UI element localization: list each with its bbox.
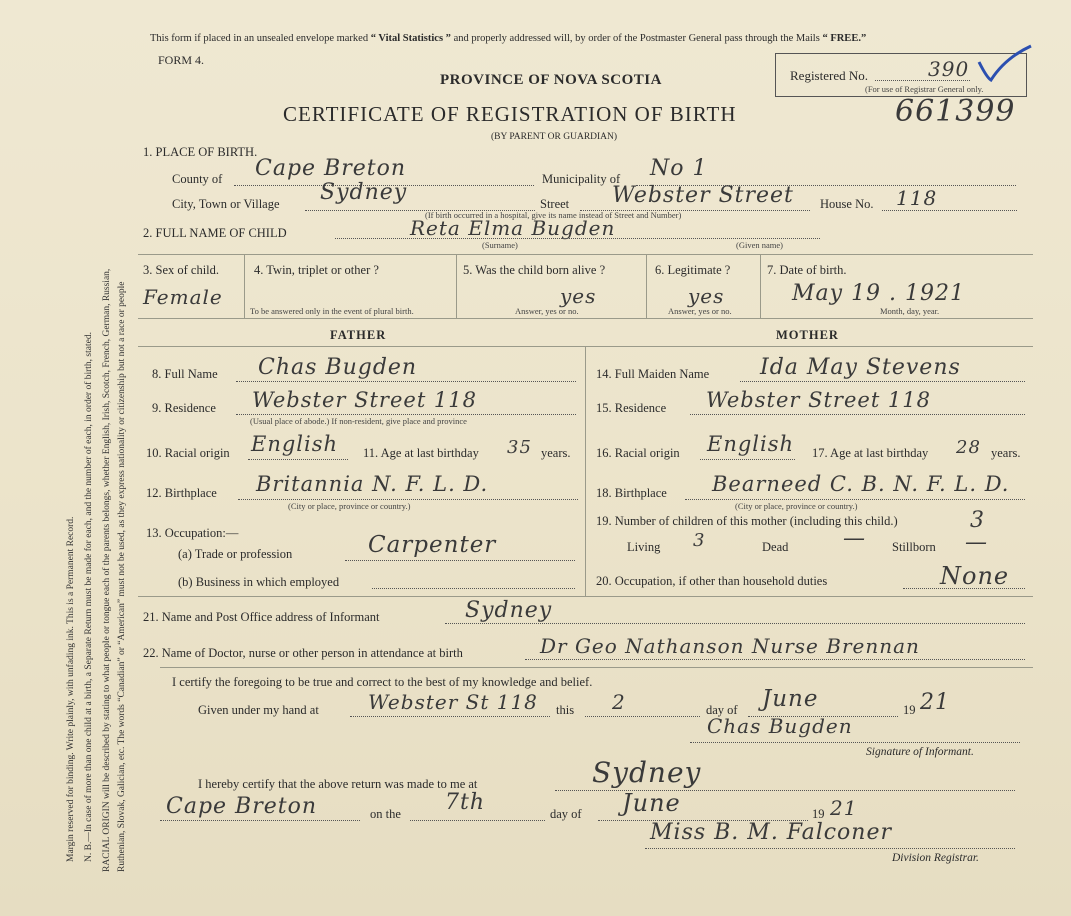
given-day-value: 2: [612, 690, 626, 714]
living-label: Living: [627, 540, 661, 554]
mother-birthplace-note: (City or place, province or country.): [735, 501, 858, 511]
mother-age-unit: years.: [991, 446, 1021, 460]
doctor-value: Dr Geo Nathanson Nurse Brennan: [540, 634, 920, 658]
margin-note-plural-birth: N. B.—In case of more than one child at a birth, a Separate Return must be made for each, and the number of each, in order of birth, stated.: [84, 332, 94, 862]
page-title: CERTIFICATE OF REGISTRATION OF BIRTH: [283, 102, 737, 126]
legitimate-label: 6. Legitimate ?: [655, 263, 731, 277]
house-label: House No.: [820, 197, 874, 211]
mother-children-value: 3: [970, 508, 985, 533]
given-day-of-label: day of: [706, 703, 738, 717]
doctor-label: 22. Name of Doctor, nurse or other person in attendance at birth: [143, 646, 463, 660]
dead-label: Dead: [762, 540, 789, 554]
legitimate-value: yes: [688, 284, 725, 308]
registrar-day-value: 7th: [445, 790, 486, 815]
birth-date-note: Month, day, year.: [880, 306, 940, 316]
mother-residence-label: 15. Residence: [596, 401, 667, 415]
form-number: FORM 4.: [158, 53, 205, 67]
birth-date-value: May 19 . 1921: [792, 281, 966, 306]
dead-value: —: [843, 526, 866, 551]
mother-residence-value: Webster Street 118: [706, 388, 932, 412]
father-heading: FATHER: [330, 328, 387, 342]
father-trade-label: (a) Trade or profession: [178, 547, 293, 561]
this-label: this: [556, 703, 575, 717]
registrar-general-note: (For use of Registrar General only.: [865, 84, 984, 94]
alive-label: 5. Was the child born alive ?: [463, 263, 606, 277]
registrar-day-of-label: day of: [550, 807, 582, 821]
hospital-note: (If birth occurred in a hospital, give its name instead of Street and Number): [425, 210, 682, 220]
mother-racial-value: English: [707, 432, 795, 456]
father-name-value: Chas Bugden: [258, 355, 418, 380]
registered-no-value: 390: [928, 57, 970, 81]
stillborn-value: —: [965, 530, 988, 555]
city-label: City, Town or Village: [172, 197, 280, 211]
informant-signature: Chas Bugden: [707, 714, 853, 738]
municipality-value: No 1: [650, 156, 708, 181]
mother-name-value: Ida May Stevens: [760, 355, 961, 380]
child-name-label: 2. FULL NAME OF CHILD: [143, 226, 287, 240]
given-month-value: June: [762, 686, 819, 712]
margin-note-binding: Margin reserved for binding. Write plainly, with unfading ink. This is a Permanent Record.: [66, 516, 76, 862]
father-age-label: 11. Age at last birthday: [363, 446, 479, 460]
mother-racial-label: 16. Racial origin: [596, 446, 680, 460]
surname-note: (Surname): [482, 240, 518, 250]
informant-signature-label: Signature of Informant.: [866, 746, 974, 758]
registrar-signature-label: Division Registrar.: [892, 852, 979, 864]
mother-occupation-value: None: [940, 562, 1010, 590]
alive-note: Answer, yes or no.: [515, 306, 579, 316]
certify-text: I certify the foregoing to be true and correct to the best of my knowledge and belief.: [172, 675, 593, 689]
given-year-prefix: 19: [903, 703, 916, 717]
informant-label: 21. Name and Post Office address of Informant: [143, 610, 380, 624]
place-of-birth-heading: 1. PLACE OF BIRTH.: [143, 145, 258, 159]
registrar-month-value: June: [622, 789, 681, 817]
twin-note: To be answered only in the event of plural birth.: [250, 306, 414, 316]
mother-birthplace-label: 18. Birthplace: [596, 486, 667, 500]
registrar-year-value: 21: [830, 796, 858, 820]
father-trade-value: Carpenter: [368, 532, 497, 558]
stillborn-label: Stillborn: [892, 540, 936, 554]
father-birthplace-value: Britannia N. F. L. D.: [256, 472, 489, 496]
registrar-year-prefix: 19: [812, 807, 825, 821]
certificate-number: 661399: [895, 94, 1016, 129]
father-name-label: 8. Full Name: [152, 367, 218, 381]
checkmark-icon: [975, 44, 1035, 89]
mail-notice-mid: and properly addressed will, by order of the Postmaster General pass through the Mails: [453, 33, 820, 44]
mother-name-label: 14. Full Maiden Name: [596, 367, 710, 381]
father-age-unit: years.: [541, 446, 571, 460]
given-year-value: 21: [920, 690, 950, 715]
street-value: Webster Street: [612, 183, 794, 208]
father-birthplace-note: (City or place, province or country.): [288, 501, 411, 511]
father-age-value: 35: [507, 437, 532, 458]
given-label: Given under my hand at: [198, 703, 319, 717]
county-label: County of: [172, 172, 223, 186]
father-residence-value: Webster Street 118: [252, 388, 478, 412]
father-business-label: (b) Business in which employed: [178, 575, 340, 589]
twin-label: 4. Twin, triplet or other ?: [254, 263, 379, 277]
registrar-signature: Miss B. M. Falconer: [650, 820, 892, 845]
father-occupation-label: 13. Occupation:—: [146, 526, 239, 540]
on-the-label: on the: [370, 807, 401, 821]
municipality-label: Municipality of: [542, 172, 621, 186]
city-value: Sydney: [320, 180, 408, 205]
father-birthplace-label: 12. Birthplace: [146, 486, 217, 500]
given-place-value: Webster St 118: [368, 690, 538, 714]
margin-note-racial-origin-cont: Ruthenian, Slovak, Galician, etc. The words “Canadian” or “American” must not be used, as they express nationality or citizenship but not a race or people: [117, 281, 127, 872]
given-name-note: (Given name): [736, 240, 783, 250]
father-racial-label: 10. Racial origin: [146, 446, 230, 460]
mail-notice-free: “ FREE.”: [822, 33, 867, 44]
informant-value: Sydney: [465, 598, 553, 623]
mother-heading: MOTHER: [776, 328, 839, 342]
mail-notice-vs: “ Vital Statistics ”: [370, 33, 451, 44]
legitimate-note: Answer, yes or no.: [668, 306, 732, 316]
registrar-county-value: Cape Breton: [166, 794, 318, 819]
house-value: 118: [896, 186, 938, 210]
mother-age-value: 28: [956, 437, 981, 458]
birth-date-label: 7. Date of birth.: [767, 263, 847, 277]
county-value: Cape Breton: [255, 156, 407, 181]
registrar-place-value: Sydney: [592, 756, 702, 789]
father-racial-value: English: [251, 432, 339, 456]
alive-value: yes: [560, 284, 597, 308]
mother-age-label: 17. Age at last birthday: [812, 446, 929, 460]
street-label: Street: [540, 197, 570, 211]
registered-no-label: Registered No.: [790, 68, 868, 83]
mother-birthplace-value: Bearneed C. B. N. F. L. D.: [712, 472, 1010, 496]
page-subtitle: (BY PARENT OR GUARDIAN): [491, 132, 618, 142]
mail-notice: [150, 33, 866, 44]
mother-occupation-label: 20. Occupation, if other than household duties: [596, 574, 828, 588]
registrar-text: I hereby certify that the above return was made to me at: [198, 777, 478, 791]
father-residence-label: 9. Residence: [152, 401, 216, 415]
province-title: PROVINCE OF NOVA SCOTIA: [440, 72, 662, 88]
mother-children-label: 19. Number of children of this mother (including this child.): [596, 514, 898, 528]
sex-value: Female: [143, 285, 223, 309]
mail-notice-pre: This form if placed in an unsealed envelope marked: [150, 33, 369, 44]
living-value: 3: [693, 530, 706, 551]
sex-label: 3. Sex of child.: [143, 263, 220, 277]
child-name-value: Reta Elma Bugden: [410, 216, 616, 240]
margin-note-racial-origin: RACIAL ORIGIN will be described by stating to what people or tongue each of the parents belongs, whether English, Irish, Scotch, French, German, Russian,: [102, 268, 112, 872]
father-residence-note: (Usual place of abode.) If non-resident, give place and province: [250, 416, 467, 426]
